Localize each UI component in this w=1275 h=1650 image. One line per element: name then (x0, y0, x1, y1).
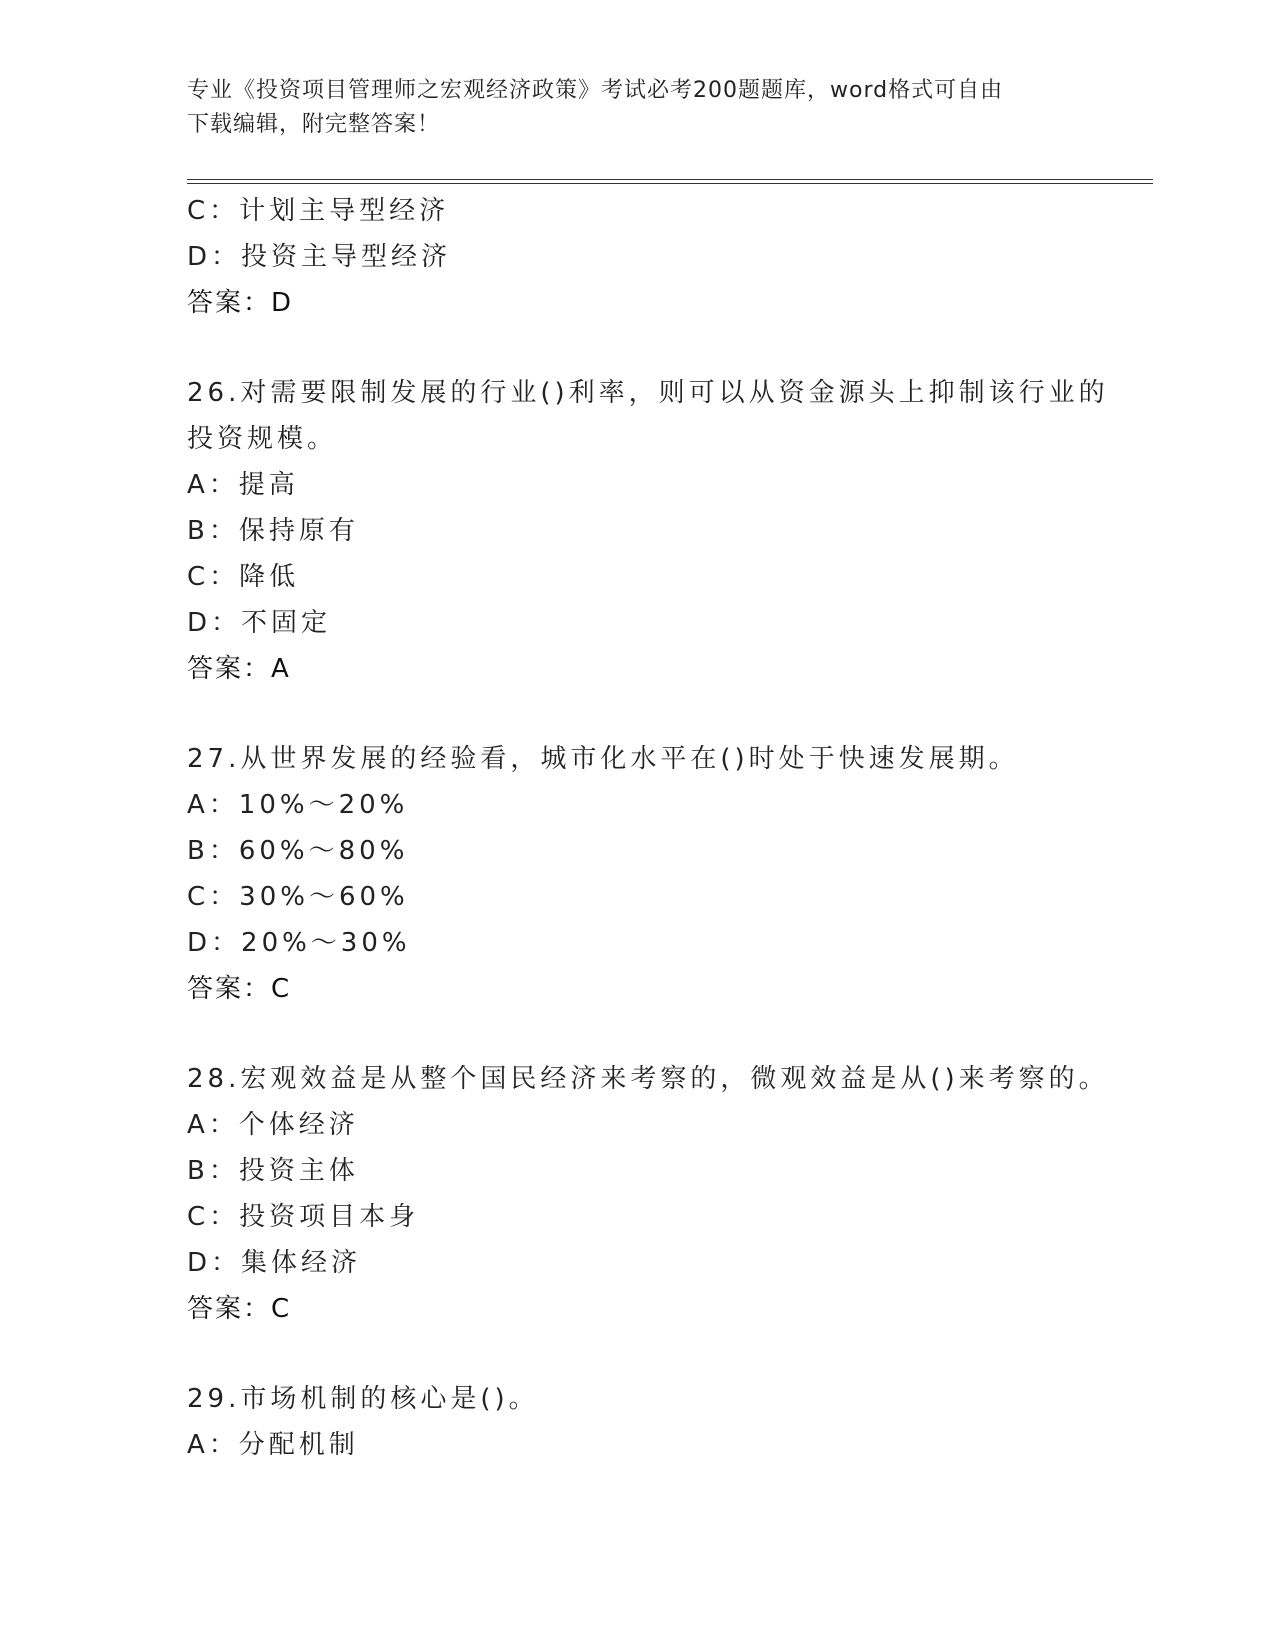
option-d: D：集体经济 (187, 1248, 362, 1278)
header-rule-bottom (187, 183, 1153, 184)
question-text-line-2: 投资规模。 (187, 424, 338, 454)
question-26 (187, 370, 1153, 692)
option-a: A：10%～20% (187, 790, 409, 820)
option-d: D：20%～30% (187, 928, 411, 958)
question-27 (187, 736, 1153, 1012)
option-c: C：30%～60% (187, 882, 409, 912)
option-b: B：投资主体 (187, 1156, 359, 1186)
option-a: A：个体经济 (187, 1110, 359, 1140)
answer-line: 答案：A (187, 654, 291, 684)
question-29 (187, 1376, 1153, 1468)
question-text: 27.从世界发展的经验看，城市化水平在()时处于快速发展期。 (187, 744, 1019, 774)
question-text-line-1: 26.对需要限制发展的行业()利率，则可以从资金源头上抑制该行业的 (187, 378, 1109, 408)
header-rule-top (187, 179, 1153, 180)
option-d: D：投资主导型经济 (187, 242, 452, 272)
answer-line: 答案：C (187, 1294, 292, 1324)
option-c: C：降低 (187, 562, 300, 592)
document-header (187, 74, 1067, 142)
header-line-2: 下载编辑，附完整答案！ (187, 112, 441, 137)
question-text: 29.市场机制的核心是()。 (187, 1384, 539, 1414)
option-a: A：分配机制 (187, 1430, 359, 1460)
answer-line: 答案：D (187, 288, 294, 318)
option-b: B：保持原有 (187, 516, 359, 546)
question-text: 28.宏观效益是从整个国民经济来考察的，微观效益是从()来考察的。 (187, 1064, 1109, 1094)
question-28 (187, 1056, 1153, 1332)
option-c: C：投资项目本身 (187, 1202, 420, 1232)
question-25-continued (187, 188, 1153, 326)
option-b: B：60%～80% (187, 836, 409, 866)
header-line-1: 专业《投资项目管理师之宏观经济政策》考试必考200题题库，word格式可自由 (187, 78, 1004, 103)
question-list (187, 188, 1153, 1468)
option-a: A：提高 (187, 470, 299, 500)
answer-line: 答案：C (187, 974, 292, 1004)
option-c: C：计划主导型经济 (187, 196, 450, 226)
option-d: D：不固定 (187, 608, 332, 638)
